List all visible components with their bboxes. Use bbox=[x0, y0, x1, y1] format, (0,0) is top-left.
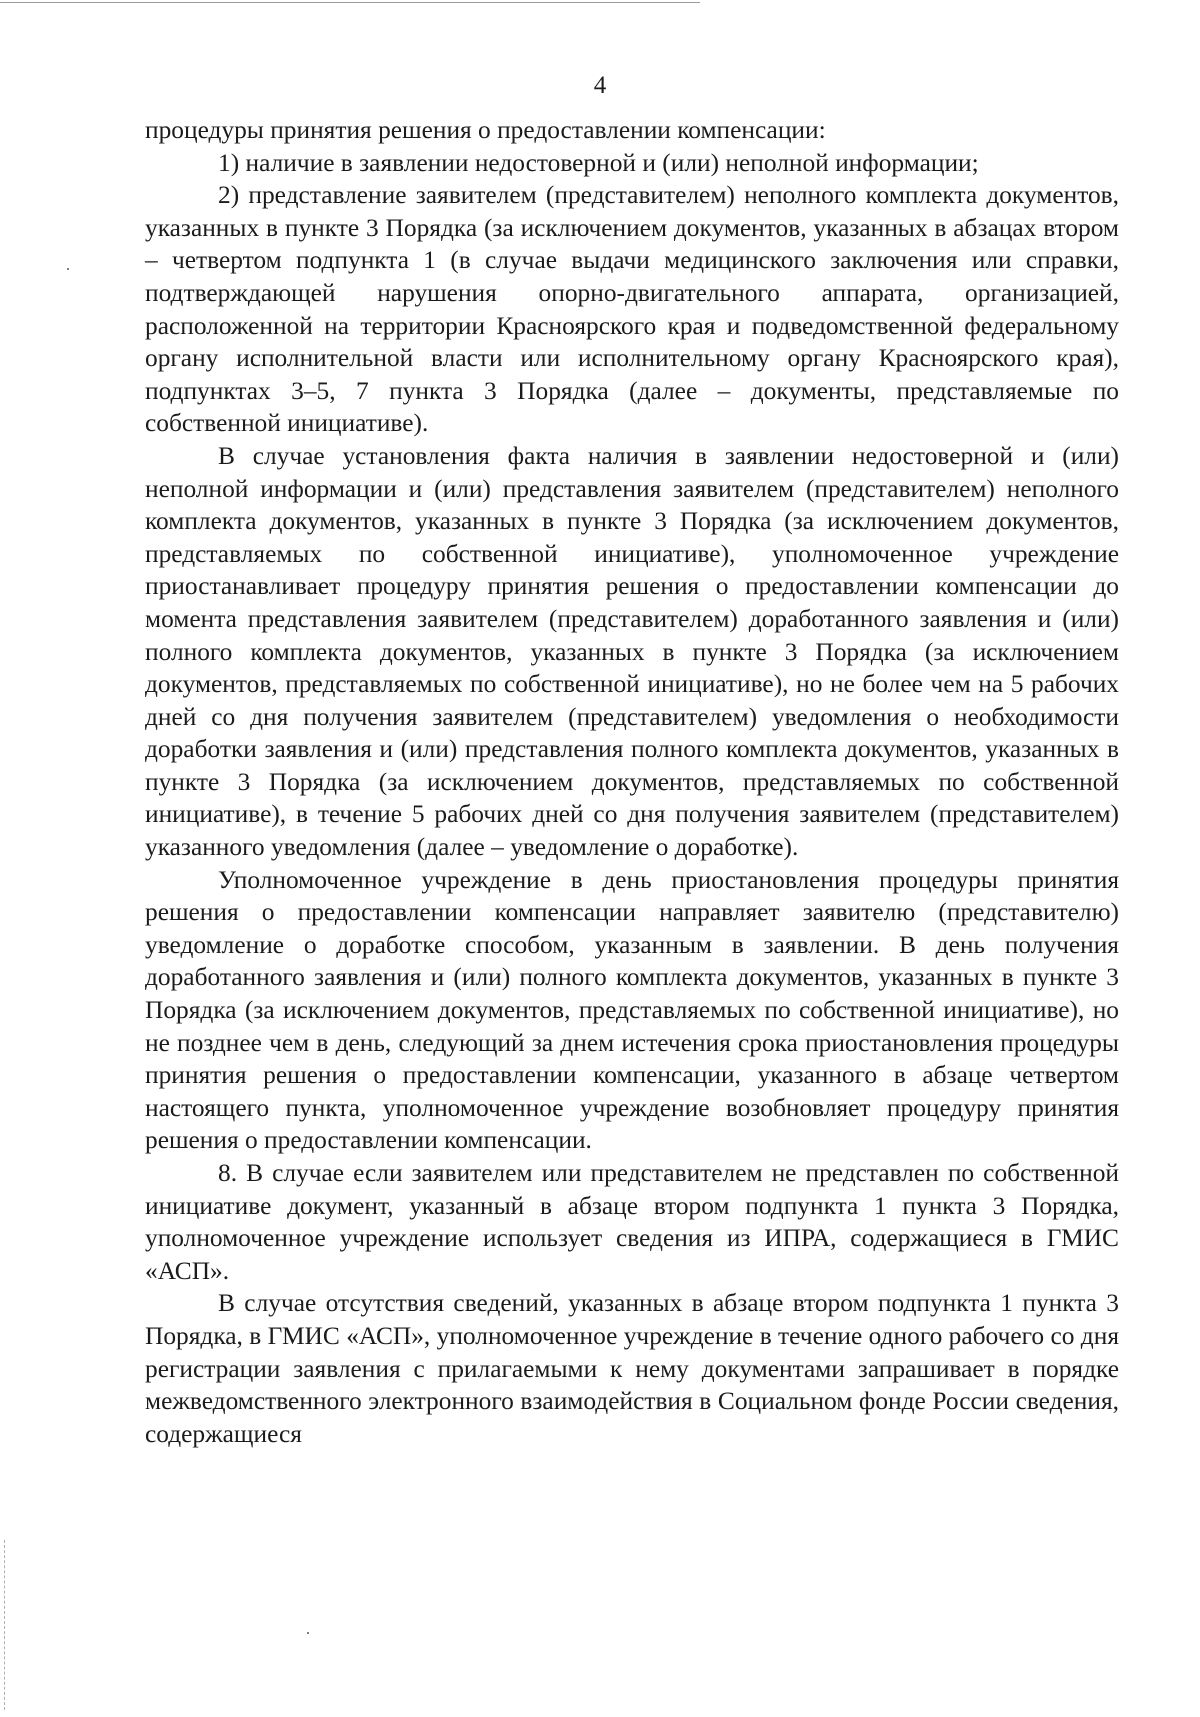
paragraph: процедуры принятия решения о предоставлении компенсации: bbox=[145, 116, 826, 144]
scan-speck bbox=[67, 268, 69, 270]
paragraph: В случае отсутствия сведений, указанных в абзаце втором подпункта 1 пункта 3 Порядка, в ГМИС «АСП», уполномоченное учреждение в течение одного рабочего со дня регистрации заявления с прилагаемыми к нему документами запрашивает в порядке межведомственного электронного взаимодействия в Социальном фонде России сведения, содержащиеся bbox=[145, 1289, 1119, 1448]
paragraph: 8. В случае если заявителем или представителем не представлен по собственной инициативе документ, указанный в абзаце втором подпункта 1 пункта 3 Порядка, уполномоченное учреждение использует сведения из ИПРА, содержащиеся в ГМИС «АСП». bbox=[145, 1159, 1119, 1285]
page-number: 4 bbox=[593, 72, 607, 99]
paragraph: 2) представление заявителем (представителем) неполного комплекта документов, указанных в пункте 3 Порядка (за исключением документов, указанных в абзацах втором – четвертом подпункта 1 (в случае выдачи медицинского заключения или справки, подтверждающей нарушения опорно-двигательного аппарата, организацией, расположенной на территории Красноярского края и подведомственной федеральному органу исполнительной власти или исполнительному органу Красноярского края), подпунктах 3–5, 7 пункта 3 Порядка (далее – документы, представляемые по собственной инициативе). bbox=[145, 181, 1119, 438]
paragraph: Уполномоченное учреждение в день приостановления процедуры принятия решения о предоставлении компенсации направляет заявителю (представителю) уведомление о доработке способом, указанным в заявлении. В день получения доработанного заявления и (или) полного комплекта документов, указанных в пункте 3 Порядка (за исключением документов, представляемых по собственной инициативе), но не позднее чем в день, следующий за днем истечения срока приостановления процедуры принятия решения о предоставлении компенсации, указанного в абзаце четвертом настоящего пункта, уполномоченное учреждение возобновляет процедуру принятия решения о предоставлении компенсации. bbox=[145, 865, 1119, 1155]
paragraph: 1) наличие в заявлении недостоверной и (или) неполной информации; bbox=[218, 148, 979, 177]
scan-edge-line bbox=[0, 2, 700, 3]
paragraph: В случае установления факта наличия в заявлении недостоверной и (или) неполной информации и (или) представления заявителем (представителем) неполного комплекта документов, указанных в пункте 3 Порядка (за исключением документов, представляемых по собственной инициативе), уполномоченное учреждение приостанавливает процедуру принятия решения о предоставлении компенсации до момента представления заявителем (представителем) доработанного заявления и (или) полного комплекта документов, указанных в пункте 3 Порядка (за исключением документов, представляемых по собственной инициативе), но не более чем на 5 рабочих дней со дня получения заявителем (представителем) уведомления о необходимости доработки заявления и (или) представления полного комплекта документов, указанных в пункте 3 Порядка (за исключением документов, представляемых по собственной инициативе), в течение 5 рабочих дней со дня получения заявителем (представителем) указанного уведомления (далее – уведомление о доработке). bbox=[145, 441, 1119, 862]
document-body bbox=[145, 114, 1119, 1450]
scan-edge-line bbox=[4, 1540, 6, 1710]
scan-speck bbox=[307, 1632, 309, 1634]
